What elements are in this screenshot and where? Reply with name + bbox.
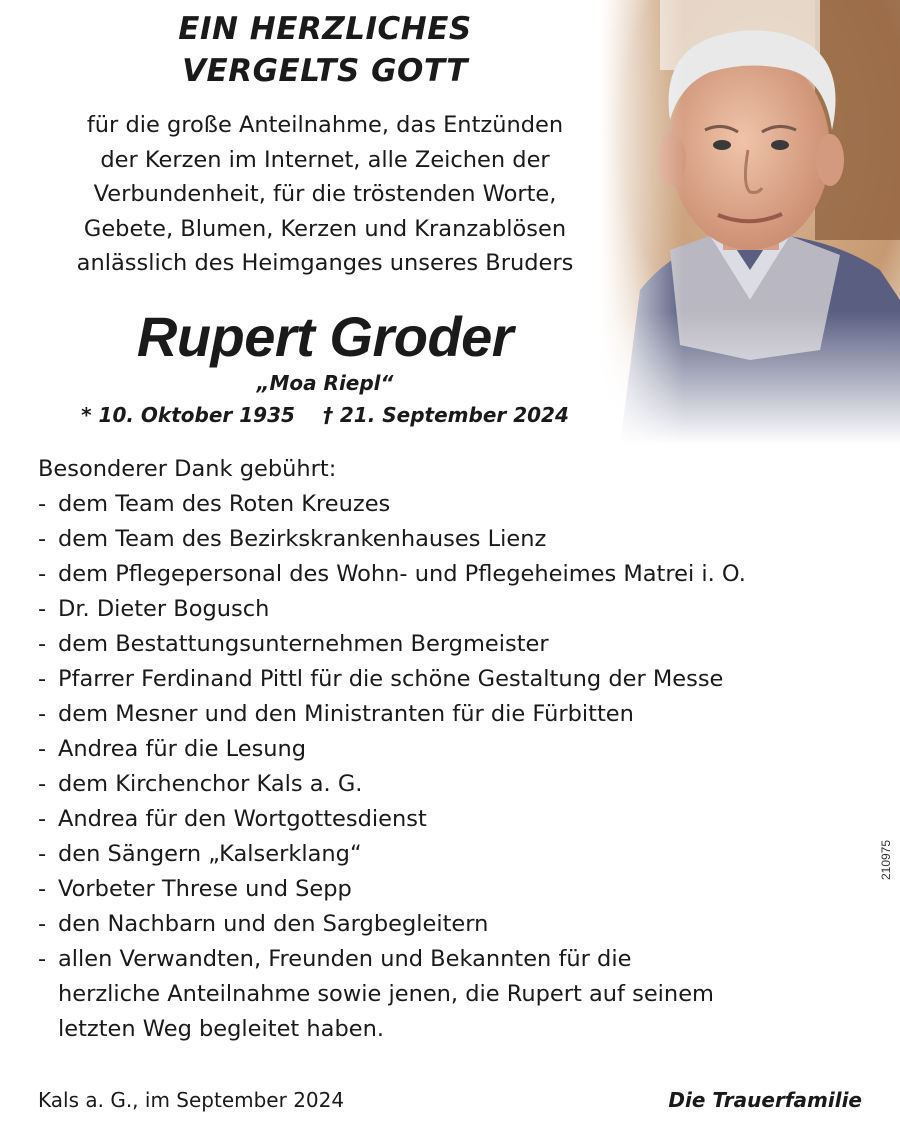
reference-number: 210975: [879, 839, 893, 881]
heading-line-2: VERGELTS GOTT: [182, 53, 468, 89]
signature: Die Trauerfamilie: [668, 1088, 862, 1112]
list-item: - Andrea für die Lesung: [38, 732, 888, 767]
list-item: - dem Pflegepersonal des Wohn- und Pflegeheimes Matrei i. O.: [38, 557, 888, 592]
thanks-title: Besonderer Dank gebührt:: [38, 456, 337, 482]
intro-line: Gebete, Blumen, Kerzen und Kranzablösen: [83, 215, 567, 242]
intro-line: Verbundenheit, für die tröstenden Worte,: [93, 181, 557, 207]
deceased-name: Rupert Groder: [136, 305, 514, 368]
list-item: - Vorbeter Threse und Sepp: [38, 872, 888, 907]
list-item: - Dr. Dieter Bogusch: [38, 592, 888, 627]
life-dates: [0, 400, 650, 430]
list-item: - dem Bestattungsunternehmen Bergmeister: [38, 627, 888, 662]
list-item: - dem Mesner und den Ministranten für die Fürbitten: [38, 697, 888, 732]
list-item: - dem Team des Roten Kreuzes: [38, 487, 888, 522]
thanks-list: [38, 487, 888, 1047]
death-date: † 21. September 2024: [322, 403, 569, 427]
heading-line-1: EIN HERZLICHES: [178, 11, 472, 47]
list-item: - dem Team des Bezirkskrankenhauses Lienz: [38, 522, 888, 557]
list-item: - allen Verwandten, Freunden und Bekannten für die herzliche Anteilnahme sowie jenen, die Rupert auf seinem letzten Weg begleitet haben.: [38, 942, 718, 1047]
birth-date: * 10. Oktober 1935: [81, 403, 295, 427]
list-item: - den Sängern „Kalserklang“: [38, 837, 888, 872]
list-item: - Pfarrer Ferdinand Pittl für die schöne Gestaltung der Messe: [38, 662, 888, 697]
intro-line: für die große Anteilnahme, das Entzünden: [86, 112, 564, 138]
intro-line: anlässlich des Heimganges unseres Bruders: [76, 250, 574, 276]
intro-line: der Kerzen im Internet, alle Zeichen der: [100, 146, 550, 173]
portrait-photo: [600, 0, 900, 445]
deceased-nickname: „Moa Riepl“: [256, 371, 394, 395]
intro-text: [0, 108, 650, 281]
thanks-section: [38, 452, 888, 1047]
place-date: Kals a. G., im September 2024: [38, 1088, 345, 1112]
list-item: - Andrea für den Wortgottesdienst: [38, 802, 888, 837]
list-item: - dem Kirchenchor Kals a. G.: [38, 767, 888, 802]
list-item: - den Nachbarn und den Sargbegleitern: [38, 907, 888, 942]
